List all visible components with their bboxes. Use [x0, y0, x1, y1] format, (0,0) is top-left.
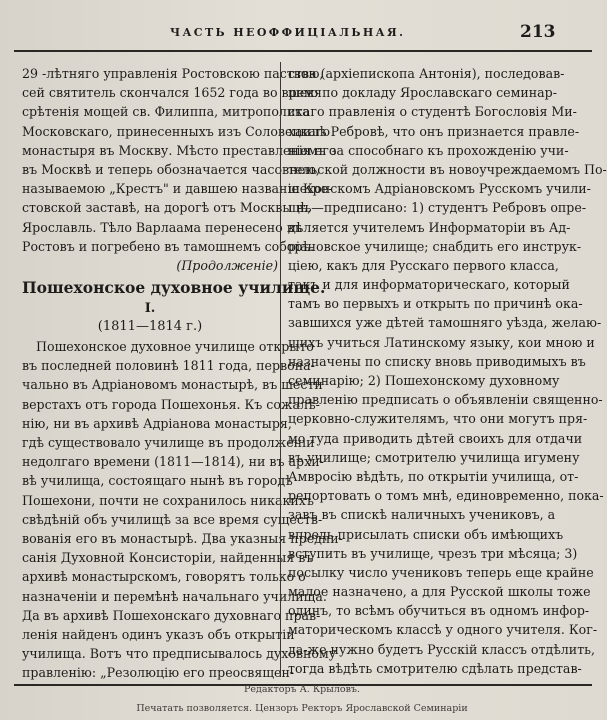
text-line: въ училище; смотрителю училища игумену: [288, 449, 580, 465]
text-line: маторическомъ классѣ у одного учителя. Ког-: [288, 622, 598, 638]
text-line: Амвросію вѣдѣть, по открытіи училища, от-: [288, 468, 579, 484]
section-title: Пошехонское духовное училище.: [22, 278, 326, 298]
text-line: свѣдѣній объ училищѣ за все время существ-: [22, 511, 323, 527]
text-line: завъ въ спискѣ наличныхъ учениковъ, а: [288, 507, 556, 523]
text-line: архивѣ монастырскомъ, говорятъ только о: [22, 569, 306, 585]
text-line: 29 -лѣтняго управленія Ростовскою паствою,: [22, 66, 324, 81]
chapter-number: I.: [144, 301, 156, 317]
text-line: гдѣ существовало училище въ продолженіи: [22, 435, 315, 450]
text-line: верстахъ отъ города Пошехонья. Къ сожалѣ-: [22, 396, 320, 412]
column-divider: [280, 62, 281, 677]
text-line: ленія найденъ одинъ указъ объ открытіи: [22, 626, 295, 642]
text-line: въ Москвѣ и теперь обозначается часовнею,: [22, 161, 320, 177]
text-line: впредь присылать списки объ имѣющихъ: [288, 526, 564, 542]
footer-imprint: Печатать позволяется. Цензоръ Ректоръ Ярославской Семинаріи: [136, 703, 468, 714]
text-line: шехонскомъ Адріановскомъ Русскомъ учили-: [288, 181, 591, 197]
text-line: семинарію; 2) Пошехонскому духовному: [288, 373, 560, 388]
text-line: ства (архіепископа Антонія), последовав-: [288, 66, 565, 81]
text-line: шею по докладу Ярославскаго семинар-: [288, 85, 557, 101]
text-line: ріановское училище; снабдить его инструк-: [288, 238, 582, 254]
text-line: училища. Вотъ что предписывалось духовному: [22, 646, 337, 662]
continued-note: (Продолженіе): [176, 257, 278, 273]
text-line: ціею, какъ для Русскаго первого класса,: [288, 257, 559, 273]
text-line: монастыря въ Москву. Мѣсто преставленія его: [22, 142, 337, 158]
text-line: правленію предписать о объявленіи священно-: [288, 392, 603, 408]
text-line: одинъ, то всѣмъ обучиться въ одномъ инфор-: [288, 603, 590, 619]
date-range: (1811—1814 г.): [97, 319, 203, 335]
text-line: Ярославль. Тѣло Варлаама перенесено въ: [22, 219, 302, 235]
text-line: вованія его въ монастырѣ. Два указныя предпи-: [22, 530, 343, 546]
text-line: Пошехони, почти не сохранилось никакихъ: [22, 492, 314, 508]
text-line: вступить въ училище, чрезъ три мѣсяца; 3): [288, 545, 578, 561]
text-line: дѣляется учителемъ Информаторіи въ Ад-: [288, 219, 571, 235]
page-number: 213: [520, 22, 556, 42]
header-title: ЧАСТЬ НЕОФФИЦІАЛЬНАЯ.: [170, 26, 406, 39]
text-line: въ последней половинѣ 1811 года, первона-: [22, 358, 315, 374]
text-line: стовской заставѣ, на дорогѣ отъ Москвы въ: [22, 200, 312, 216]
text-line: посылку число учениковъ теперь еще крайне: [288, 564, 594, 580]
text-line: хаилѣ Ребровѣ, что онъ признается правле-: [288, 123, 580, 139]
text-line: недолгаго времени (1811—1814), ни въ архи-: [22, 454, 324, 470]
left-column: [22, 64, 343, 682]
footer-editor: Редакторъ А. Крыловъ.: [244, 684, 360, 695]
text-line: Московскаго, принесенныхъ изъ Соловецкаго: [22, 123, 331, 139]
text-line: Пошехонское духовное училище открыто: [36, 339, 314, 355]
text-line: малое назначено, а для Русской школы тоже: [288, 584, 591, 600]
text-line: скаго правленія о студентѣ Богословія Ми-: [288, 104, 577, 120]
text-line: да-же нужно будетъ Русскій классъ отдѣлить,: [288, 641, 596, 657]
text-line: церковно-служителямъ, что они могутъ пря-: [288, 411, 588, 427]
text-line: ніемъ за способнаго къ прохожденію учи-: [288, 142, 569, 158]
text-line: такъ и для информаторическаго, который: [288, 277, 570, 293]
text-line: срѣтенія мощей св. Филиппа, митрополита: [22, 104, 310, 120]
text-line: завшихся уже дѣтей тамошняго уѣзда, желаю-: [288, 315, 602, 331]
text-line: называемою „Крестъ" и давшею названіе Кре-: [22, 181, 333, 197]
text-line: чально въ Адріановомъ монастырѣ, въ шести: [22, 377, 323, 393]
text-line: щихъ учиться Латинскому языку, кои мною и: [288, 334, 595, 350]
text-line: тогда вѣдѣть смотрителю сдѣлать представ-: [288, 660, 582, 676]
text-line: вѣ училища, состоящаго нынѣ въ городѣ: [22, 473, 293, 489]
text-line: щѣ,—предписано: 1) студентъ Ребровъ опре-: [288, 200, 587, 216]
header-rule: [14, 50, 592, 52]
text-line: назначены по списку вновь приводимыхъ въ: [288, 353, 586, 369]
text-line: сей святитель скончался 1652 года во время: [22, 85, 322, 101]
page-header: [0, 18, 604, 48]
text-line: назначеніи и перемѣнѣ начальнаго училища.: [22, 588, 327, 604]
text-line: правленію: „Резолюцію его преосвящен-: [22, 665, 295, 681]
text-line: Да въ архивѣ Пошехонскаго духовнаго прав-: [22, 607, 321, 623]
text-line: мо туда приводить дѣтей своихъ для отдачи: [288, 430, 583, 446]
text-line: Ростовъ и погребено въ тамошнемъ соборѣ.: [22, 238, 315, 254]
text-line: репортовать о томъ мнѣ, единовременно, пока-: [288, 488, 604, 504]
text-line: санія Духовной Консисторіи, найденныя въ: [22, 550, 314, 566]
text-line: нію, ни въ архивѣ Адріанова монастыря,: [22, 415, 292, 431]
text-line: тельской должности въ новоучреждаемомъ По-: [288, 161, 607, 177]
text-line: тамъ во первыхъ и открыть по причинѣ ока-: [288, 296, 583, 312]
right-column: [288, 64, 607, 678]
